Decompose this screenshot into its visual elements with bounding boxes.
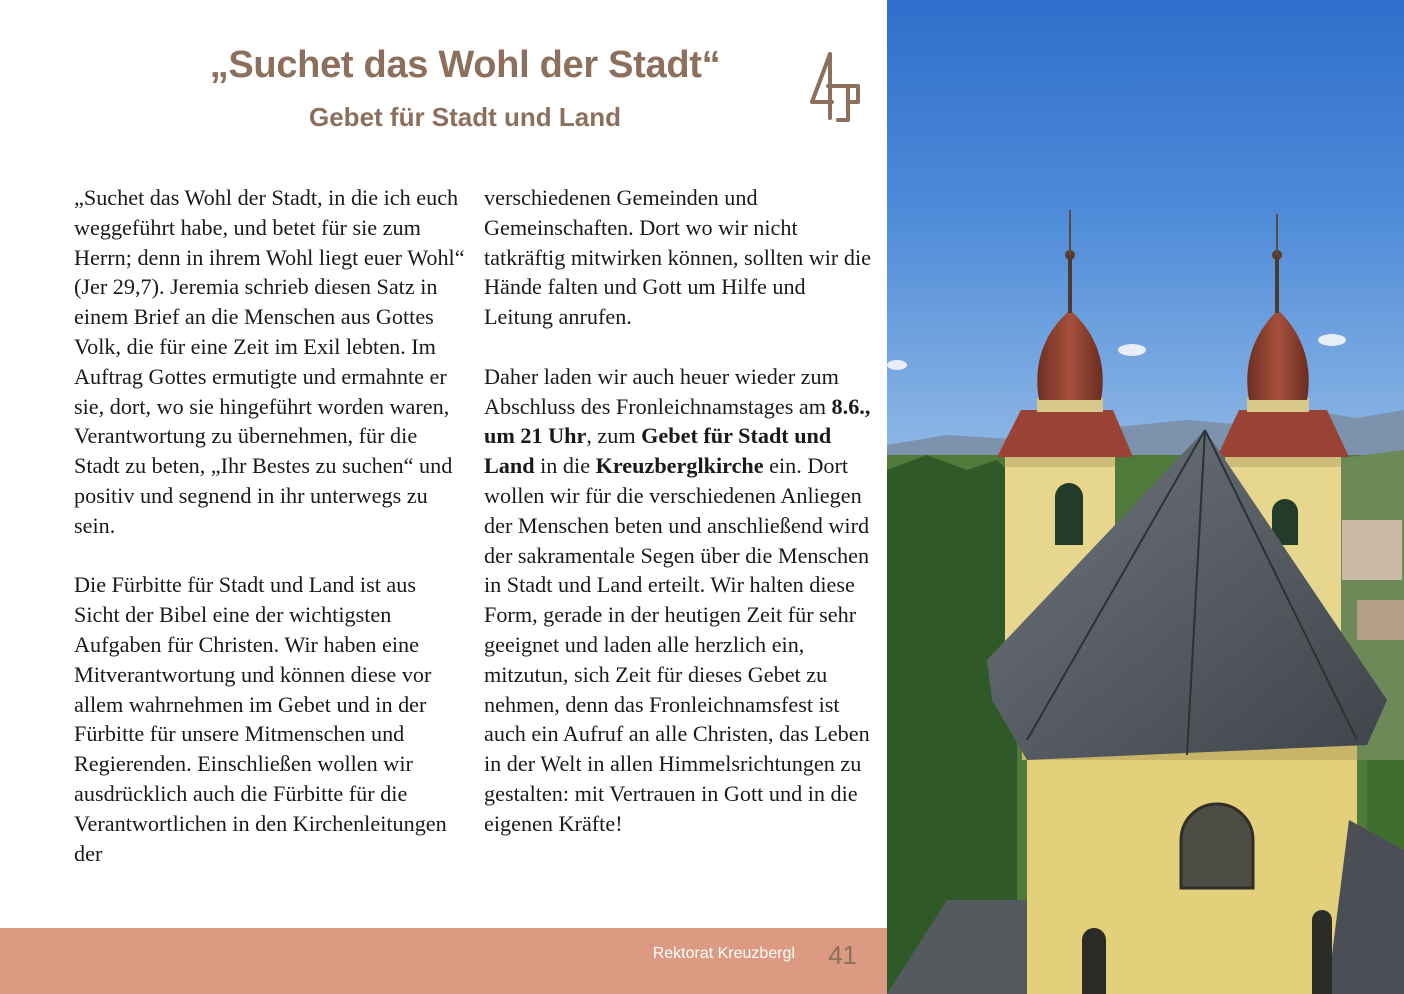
text-span: , zum [586, 423, 642, 449]
paragraph: Die Fürbitte für Stadt und Land ist aus Sicht der Bibel eine der wichtigsten Aufgaben für Christen. Wir haben eine Mitverantwortung und können diese vor allem wahrnehmen im Gebet und in der Fürbitte für unsere Mitmenschen und Regierenden. Einschließen wollen wir ausdrücklich auch die Fürbitte für die Verantwortlichen in den Kirchenleitungen der [74, 572, 447, 866]
paragraph: verschiedenen Gemeinden und Gemeinschaften. Dort wo wir nicht tatkräftig mitwirken können, sollten wir die Hände falten und Gott um Hilfe und Leitung anrufen. [484, 185, 871, 330]
paragraph: „Suchet das Wohl der Stadt, in die ich euch weggeführt habe, und betet für sie zum Herrn; denn in ihrem Wohl liegt euer Wohl“ (Jer 29,7). Jeremia schrieb diesen Satz in einem Brief an die Menschen aus Gottes Volk, die für eine Zeit im Exil lebten. Im Auftrag Gottes ermutigte und ermahnte er sie, dort, wo sie hingeführt worden waren, Verantwortung zu übernehmen, für die Stadt zu beten, „Ihr Bestes zu suchen“ und positiv und segnend in ihr unterwegs zu sein. [74, 185, 465, 538]
page-title: „Suchet das Wohl der Stadt“ [209, 44, 721, 86]
church-photo [887, 0, 1404, 994]
text-span: Daher laden wir auch heuer wieder zum Abschluss des Fronleichnamstages am [484, 363, 839, 419]
page-subtitle: Gebet für Stadt und Land [309, 102, 621, 132]
page-number: 41 [828, 940, 857, 970]
chapter-number-cross-icon [800, 46, 870, 126]
footer-bar [0, 928, 887, 994]
text-span: ein. Dort wollen wir für die verschiedenen Anliegen der Menschen beten und anschließend wird der sakramentale Segen über die Menschen in Stadt und Land erteilt. Wir halten diese Form, gerade in der heutigen Zeit für sehr geeignet und laden alle herzlich ein, mitzutun, sich Zeit für dieses Gebet zu nehmen, denn das Fronleichnamsfest ist auch ein Aufruf an alle Christen, das Leben in der Welt in allen Himmelsrichtungen zu gestalten: mit Vertrauen in Gott und in die eigenen Kräfte! [484, 453, 870, 836]
event-location: Kreuzberglkirche [595, 453, 764, 479]
event-name: Gebet für Stadt und Land [484, 423, 832, 479]
text-column-right [484, 183, 876, 868]
footer-label: Rektorat Kreuzbergl [652, 945, 795, 962]
church-illustration [887, 0, 1404, 994]
event-date-time: 8.6., um 21 Uhr [484, 393, 871, 449]
paragraph [484, 362, 876, 839]
text-column-left [74, 183, 466, 898]
text-span: in die [534, 453, 596, 479]
